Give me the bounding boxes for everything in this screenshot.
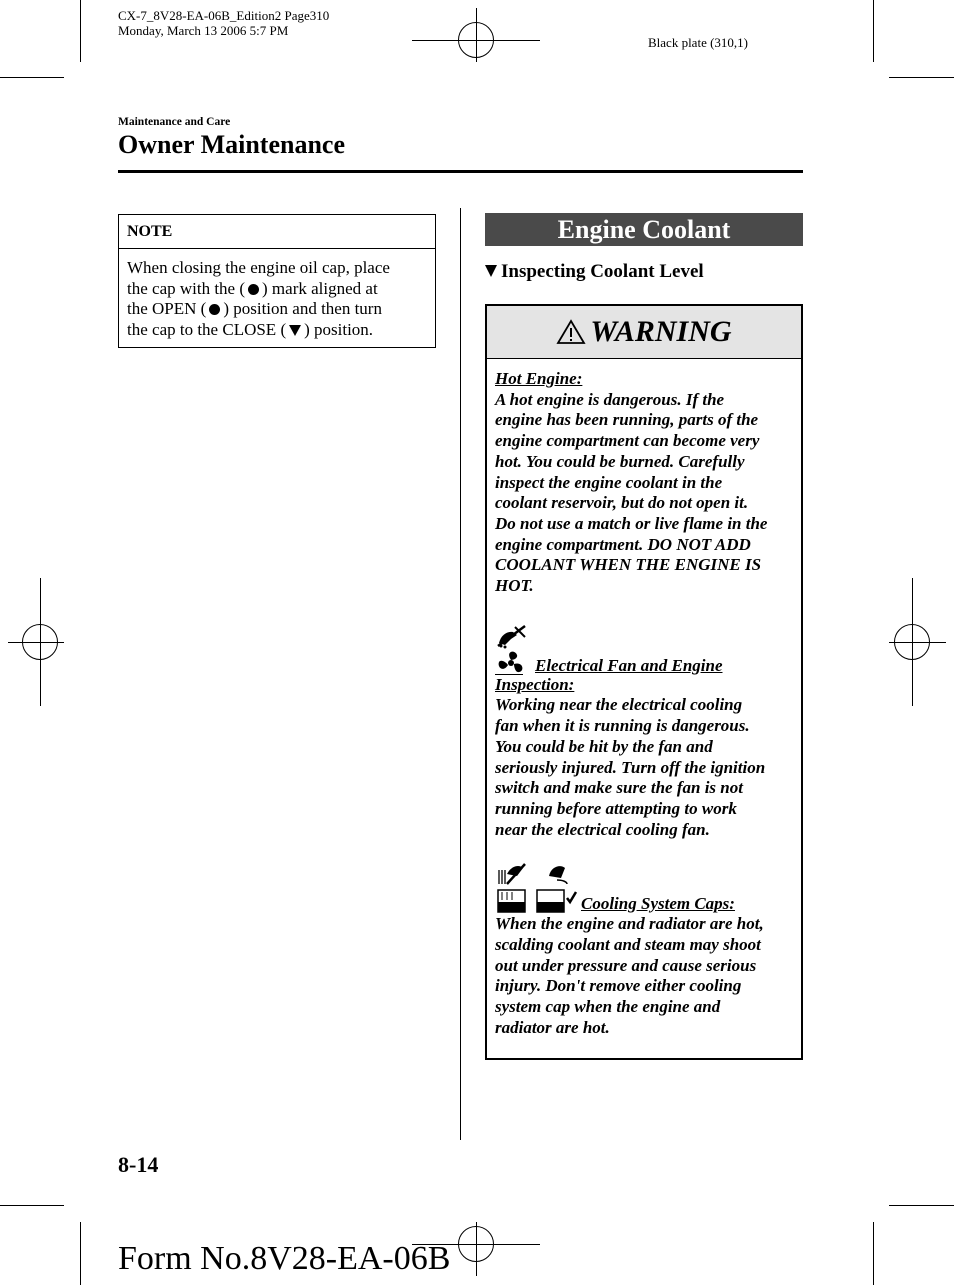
note-line: the OPEN ( ) position and then turn	[127, 299, 382, 319]
note-line: the cap with the ( ) mark aligned at	[127, 278, 378, 298]
subheading: Inspecting Coolant Level	[485, 261, 704, 283]
print-timestamp: Monday, March 13 2006 5:7 PM	[118, 23, 289, 38]
fan-heading-b: Inspection:	[495, 674, 575, 694]
section-banner: Engine Coolant	[485, 213, 803, 246]
triangle-mark-icon	[289, 325, 301, 336]
fan-heading-a: Electrical Fan and Engine	[535, 656, 723, 676]
page-number: 8-14	[118, 1152, 159, 1177]
column-divider	[460, 208, 461, 1140]
hot-engine-heading: Hot Engine:	[495, 369, 583, 388]
radiator-cap-no-open-icon	[495, 862, 529, 914]
note-body	[119, 249, 435, 350]
warning-box	[485, 304, 803, 1060]
note-line: When closing the engine oil cap, place	[127, 258, 390, 277]
note-heading: NOTE	[119, 215, 435, 249]
reservoir-cap-icon	[533, 862, 579, 914]
note-line: the cap to the CLOSE ( ) position.	[127, 320, 374, 340]
print-file-name: CX-7_8V28-EA-06B_Edition2 Page310	[118, 8, 330, 23]
form-number: Form No.8V28-EA-06B	[118, 1240, 451, 1277]
caps-heading: Cooling System Caps:	[581, 893, 735, 913]
caps-text: When the engine and radiator are hot, scalding coolant and steam may shoot out under pressure and cause serious injury. Don't remove either cooling system cap when the engine and radiator are hot.	[495, 914, 764, 1037]
page-title: Owner Maintenance	[118, 130, 345, 159]
no-hands-icon	[495, 623, 529, 649]
note-box	[118, 214, 436, 348]
print-file-info	[118, 8, 329, 38]
hot-engine-text: A hot engine is dangerous. If the engine has been running, parts of the engine compartment can become very hot. You could be burned. Carefully inspect the engine coolant in the coolant reservoir, but do not open it. Do not use a match or live flame in the engine compartment. DO NOT ADD COOLANT WHEN THE ENGINE IS HOT.	[495, 389, 768, 596]
dot-mark-icon	[248, 284, 259, 295]
warning-title: WARNING	[590, 315, 732, 348]
fan-text: Working near the electrical cooling fan when it is running is dangerous. You could be hit by the fan and seriously injured. Turn off the ignition switch and make sure the fan is not running before attempting to work near the electrical cooling fan.	[495, 695, 766, 839]
triangle-bullet-icon	[485, 265, 497, 277]
warning-triangle-icon	[556, 319, 586, 345]
title-rule	[118, 170, 803, 173]
dot-mark-icon	[209, 304, 220, 315]
warning-header	[487, 306, 801, 359]
section-label: Maintenance and Care	[118, 116, 231, 128]
plate-label: Black plate (310,1)	[648, 35, 748, 50]
fan-icon	[495, 649, 527, 677]
warning-body	[487, 359, 801, 1039]
